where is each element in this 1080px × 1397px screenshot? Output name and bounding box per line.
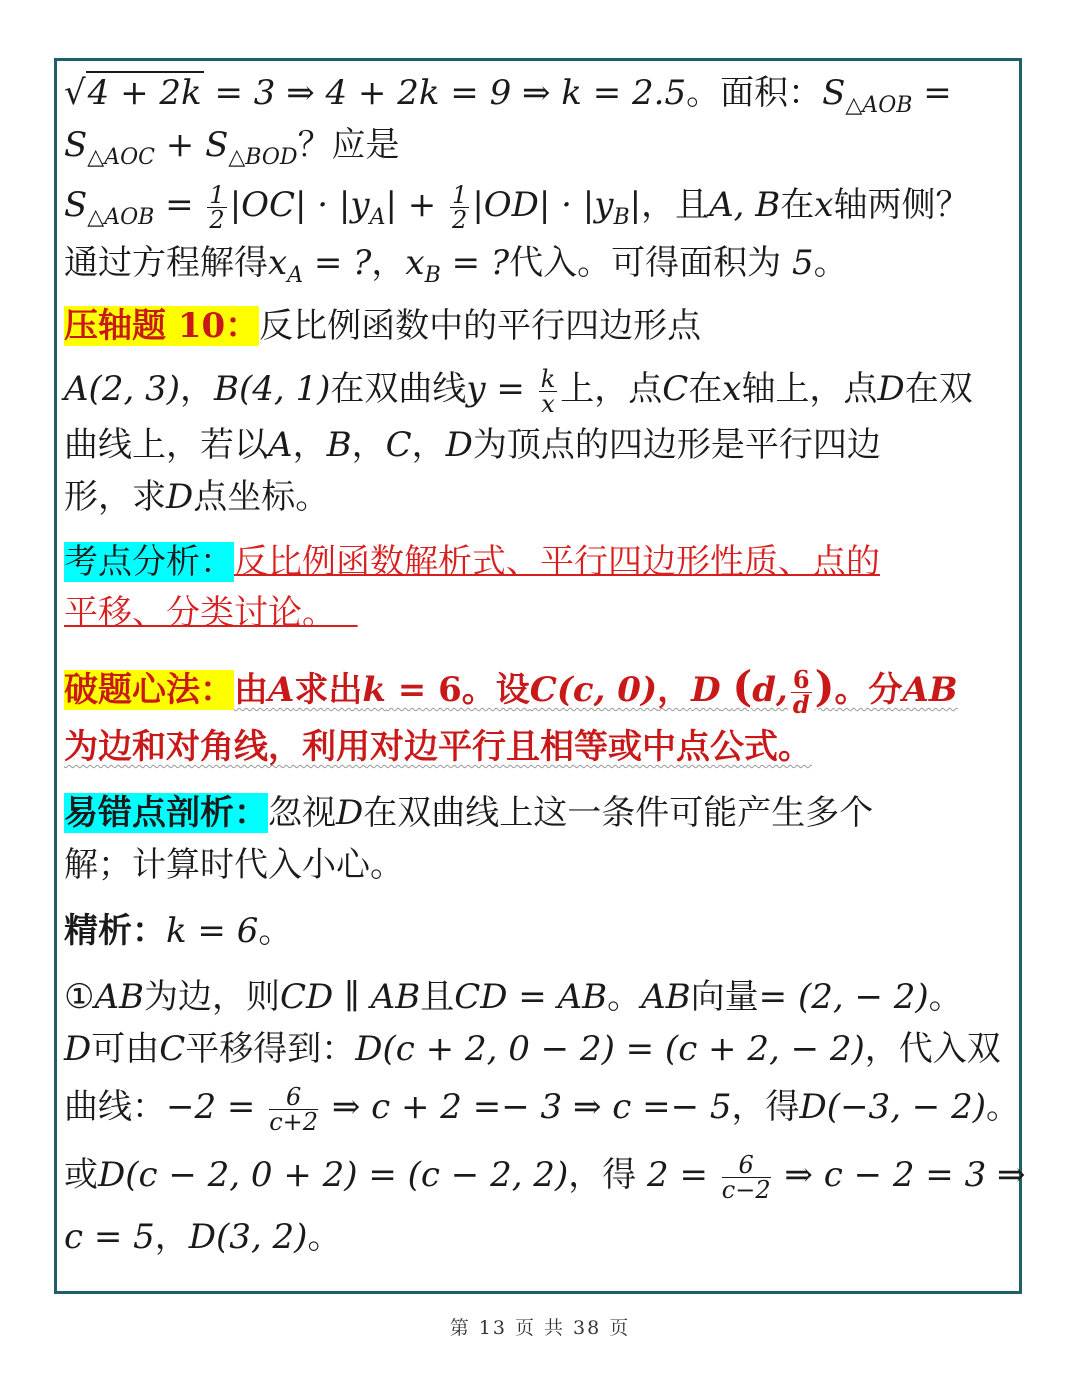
mistakes-text-2: 解；计算时代入小心。 (64, 845, 404, 885)
method-label: 破题心法： (64, 670, 234, 710)
problem-line-2: 曲线上，若以A，B，C，D为顶点的四边形是平行四边 (64, 425, 881, 465)
method-text-2: 为边和对角线，利用对边平行且相等或中点公式。 (64, 727, 812, 767)
mistakes-label: 易错点剖析： (64, 793, 268, 833)
problem-line-3: 形，求D点坐标。 (64, 477, 330, 517)
analysis-label: 考点分析： (64, 542, 234, 582)
text-line-3: $S_{\triangle AOB}$ = $\frac{1}{2}$ $|OC| \cdot |y_A|$ + $\frac{1}{2}$ $|OD| \cdot |y_B|$，且A, B在x轴两侧？ (64, 180, 970, 234)
analysis-text-1: 反比例函数解析式、平行四边形性质、点的 (234, 542, 880, 582)
mistakes-line-2 (64, 842, 404, 888)
text-line-2: $S_{\triangle AOC} + S_{\triangle BOD}$？应是 (64, 125, 400, 170)
page-footer: 第 13 页 共 38 页 (449, 1317, 631, 1339)
solution-label: 精析： (64, 911, 166, 951)
analysis-text-2: 平移、分类讨论。 (64, 593, 336, 633)
solution-line-4: 或D(c − 2, 0 + 2) = (c − 2, 2)，得 2 = $\frac{6}{c-2}$ ⇒ c − 2 = 3 ⇒ (64, 1150, 1026, 1204)
method-line-1: 破题心法：由A求出k = 6。设C(c, 0)，D (d, $\frac{6}{d}$ )。分AB (64, 662, 958, 719)
problem-heading (64, 303, 701, 349)
method-line-2 (64, 724, 812, 770)
text-line-4: 通过方程解得$x_A$ = ?，$x_B$ = ?代入。可得面积为 5。 (64, 243, 848, 288)
analysis-line-1 (64, 539, 880, 585)
solution-line-2: D可由C平移得到：D(c + 2, 0 − 2) = (c + 2, − 2)，代入双 (64, 1029, 1001, 1069)
solution-line-1: ①AB为边，则CD ∥ AB且CD = AB。AB向量= (2, − 2)。 (64, 977, 963, 1017)
solution-line-5: c = 5，D(3, 2)。 (64, 1217, 342, 1257)
text-line-1: √4 + 2k = 3 ⇒ 4 + 2k = 9 ⇒ k = 2.5。面积：$S_{\triangle AOB}$ = (64, 73, 952, 118)
solution-line-3: 曲线：−2 = $\frac{6}{c+2}$ ⇒ c + 2 =− 3 ⇒ c =− 5，得D(−3, − 2)。 (64, 1082, 1020, 1136)
problem-title: 反比例函数中的平行四边形点 (259, 306, 702, 346)
mistakes-line-1: 易错点剖析：忽视D在双曲线上这一条件可能产生多个 (64, 793, 874, 833)
problem-line-1: A(2, 3)，B(4, 1)在双曲线y = $\frac{k}{x}$ 上，点C在x轴上，点D在双 (64, 364, 973, 418)
problem-label: 压轴题 10： (64, 306, 260, 346)
analysis-line-2 (64, 590, 358, 636)
solution-heading: 精析：k = 6。 (64, 911, 293, 951)
